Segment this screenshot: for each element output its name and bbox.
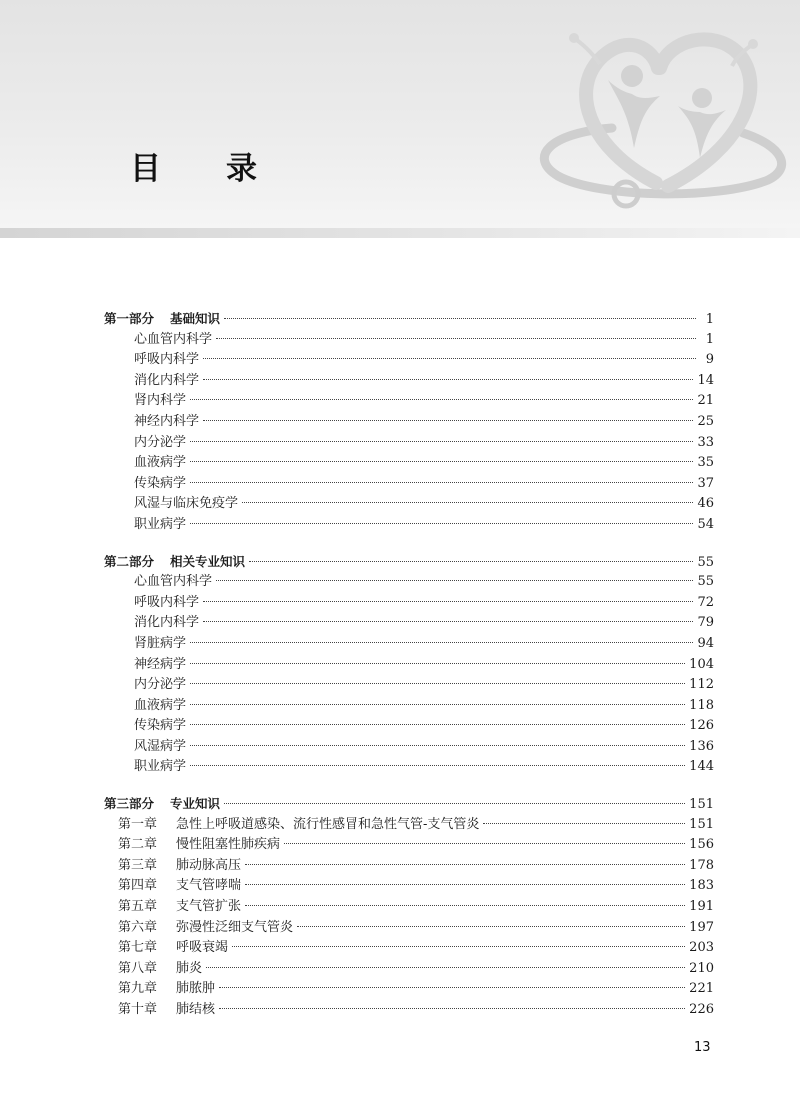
chapter-page: 191: [689, 899, 714, 915]
chapter-page: 197: [689, 919, 714, 935]
toc-entry[interactable]: [104, 330, 714, 351]
entry-page: 79: [697, 615, 714, 631]
entry-page: 46: [697, 496, 714, 512]
toc-entry[interactable]: [104, 634, 714, 655]
part-page: 151: [689, 797, 714, 813]
chapter-title: 弥漫性泛细支气管炎: [176, 919, 294, 935]
toc-entry[interactable]: [104, 716, 714, 737]
toc-part-heading[interactable]: [104, 309, 714, 330]
entry-page: 94: [697, 635, 714, 651]
part-number: 第三部分: [104, 796, 155, 812]
entry-title: 神经病学: [134, 656, 187, 672]
entry-title: 消化内科学: [134, 372, 200, 388]
entry-page: 136: [689, 738, 714, 754]
toc-chapter[interactable]: [104, 938, 714, 959]
toc-entry[interactable]: [104, 494, 714, 515]
dot-leader: [190, 642, 693, 643]
chapter-page: 203: [689, 940, 714, 956]
toc-part-2: [104, 552, 714, 779]
part-title: 基础知识: [170, 311, 221, 326]
dot-leader: [284, 843, 685, 844]
dot-leader: [190, 663, 685, 664]
entry-page: 33: [697, 434, 714, 450]
entry-page: 37: [697, 475, 714, 491]
entry-page: 126: [689, 718, 714, 734]
chapter-title: 呼吸衰竭: [176, 940, 229, 956]
entry-title: 心血管内科学: [134, 574, 213, 590]
part-page: 1: [705, 312, 714, 327]
chapter-title: 肺脓肿: [176, 981, 216, 997]
dot-leader: [245, 884, 685, 885]
dot-leader: [232, 946, 685, 947]
entry-page: 144: [689, 759, 714, 775]
toc-chapter[interactable]: [104, 979, 714, 1000]
entry-title: 风湿与临床免疫学: [134, 496, 239, 512]
dot-leader: [190, 482, 693, 483]
toc-chapter[interactable]: [104, 856, 714, 877]
toc-chapter[interactable]: [104, 835, 714, 856]
title-char-1: 目: [130, 151, 161, 187]
entry-title: 神经内科学: [134, 413, 200, 429]
entry-title: 消化内科学: [134, 615, 200, 631]
toc-entry[interactable]: [104, 737, 714, 758]
toc-entry[interactable]: [104, 593, 714, 614]
entry-title: 肾脏病学: [134, 635, 187, 651]
entry-page: 21: [697, 393, 714, 409]
chapter-number: 第九章: [118, 981, 158, 997]
dot-leader: [224, 803, 685, 804]
toc-entry[interactable]: [104, 453, 714, 474]
toc-chapter[interactable]: [104, 876, 714, 897]
entry-title: 内分泌学: [134, 677, 187, 693]
dot-leader: [190, 399, 693, 400]
entry-title: 呼吸内科学: [134, 594, 200, 610]
dot-leader: [216, 580, 693, 581]
dot-leader: [242, 502, 693, 503]
dot-leader: [224, 318, 696, 319]
chapter-page: 210: [689, 960, 714, 976]
dot-leader: [219, 987, 685, 988]
chapter-title: 支气管扩张: [176, 899, 242, 915]
entry-page: 9: [705, 352, 714, 368]
dot-leader: [245, 864, 685, 865]
dot-leader: [249, 561, 693, 562]
chapter-number: 第三章: [118, 857, 158, 873]
chapter-number: 第八章: [118, 960, 158, 976]
toc-chapter[interactable]: [104, 959, 714, 980]
toc-chapter[interactable]: [104, 918, 714, 939]
toc-part-3: [104, 794, 714, 1021]
toc-entry[interactable]: [104, 474, 714, 495]
chapter-page: 156: [689, 837, 714, 853]
dot-leader: [190, 704, 685, 705]
entry-title: 呼吸内科学: [134, 352, 200, 368]
toc-part-heading[interactable]: [104, 552, 714, 573]
toc-entry[interactable]: [104, 613, 714, 634]
dot-leader: [203, 358, 696, 359]
entry-title: 血液病学: [134, 697, 187, 713]
toc-entry[interactable]: [104, 696, 714, 717]
entry-page: 72: [697, 594, 714, 610]
toc-entry[interactable]: [104, 433, 714, 454]
dot-leader: [245, 905, 685, 906]
toc-entry[interactable]: [104, 350, 714, 371]
entry-page: 14: [697, 372, 714, 388]
chapter-number: 第十章: [118, 1002, 158, 1017]
dot-leader: [483, 823, 685, 824]
entry-title: 风湿病学: [134, 738, 187, 754]
dot-leader: [203, 601, 693, 602]
chapter-page: 151: [689, 816, 714, 832]
part-title: 相关专业知识: [170, 553, 246, 569]
part-title: 专业知识: [170, 796, 221, 812]
dot-leader: [203, 621, 693, 622]
entry-title: 职业病学: [134, 759, 187, 775]
chapter-number: 第四章: [118, 878, 158, 894]
chapter-title: 慢性阻塞性肺疾病: [176, 837, 281, 853]
entry-title: 血液病学: [134, 455, 187, 471]
chapter-page: 183: [689, 878, 714, 894]
toc-chapter[interactable]: [104, 897, 714, 918]
header-band: [0, 0, 800, 238]
title-char-2: 录: [226, 151, 257, 187]
entry-title: 传染病学: [134, 718, 187, 734]
toc-entry[interactable]: [104, 757, 714, 778]
page-number: 13: [694, 1040, 711, 1055]
chapter-title: 支气管哮喘: [176, 878, 242, 894]
toc-entry[interactable]: [104, 572, 714, 593]
entry-page: 112: [689, 677, 714, 693]
dot-leader: [206, 967, 685, 968]
entry-title: 肾内科学: [134, 393, 187, 409]
chapter-number: 第二章: [118, 837, 158, 853]
toc-entry[interactable]: [104, 655, 714, 676]
dot-leader: [190, 461, 693, 462]
chapter-number: 第六章: [118, 919, 158, 935]
dot-leader: [190, 765, 685, 766]
entry-page: 104: [689, 656, 714, 672]
chapter-title: 肺结核: [176, 1002, 216, 1017]
chapter-number: 第一章: [118, 816, 158, 832]
dot-leader: [190, 724, 685, 725]
entry-page: 55: [697, 574, 714, 590]
dot-leader: [190, 523, 693, 524]
dot-leader: [190, 441, 693, 442]
toc-entry[interactable]: [104, 675, 714, 696]
toc-entry[interactable]: [104, 412, 714, 433]
toc-entry[interactable]: [104, 371, 714, 392]
toc-chapter[interactable]: [104, 1000, 714, 1021]
toc-chapter[interactable]: [104, 815, 714, 836]
chapter-number: 第七章: [118, 940, 158, 956]
stethoscope-family-logo-icon: [528, 8, 788, 223]
dot-leader: [219, 1008, 685, 1009]
entry-page: 25: [697, 413, 714, 429]
dot-leader: [190, 683, 685, 684]
chapter-title: 肺动脉高压: [176, 857, 242, 873]
toc-entry[interactable]: [104, 515, 714, 536]
dot-leader: [190, 745, 685, 746]
part-number: 第一部分: [104, 311, 155, 326]
entry-title: 心血管内科学: [134, 331, 213, 347]
dot-leader: [297, 926, 685, 927]
entry-page: 1: [705, 331, 714, 347]
chapter-page: 226: [689, 1002, 714, 1017]
part-page: 55: [697, 554, 714, 570]
chapter-page: 221: [689, 981, 714, 997]
table-of-contents: [104, 309, 714, 1021]
chapter-title: 急性上呼吸道感染、流行性感冒和急性气管-支气管炎: [176, 816, 480, 832]
entry-page: 54: [697, 516, 714, 532]
chapter-page: 178: [689, 857, 714, 873]
entry-page: 118: [689, 697, 714, 713]
entry-title: 传染病学: [134, 475, 187, 491]
chapter-number: 第五章: [118, 899, 158, 915]
dot-leader: [203, 420, 693, 421]
dot-leader: [203, 379, 693, 380]
chapter-title: 肺炎: [176, 960, 203, 976]
dot-leader: [216, 338, 696, 339]
entry-title: 职业病学: [134, 516, 187, 532]
entry-page: 35: [697, 455, 714, 471]
part-number: 第二部分: [104, 553, 155, 569]
entry-title: 内分泌学: [134, 434, 187, 450]
toc-part-heading[interactable]: [104, 794, 714, 815]
toc-entry[interactable]: [104, 391, 714, 412]
toc-part-1: [104, 309, 714, 536]
